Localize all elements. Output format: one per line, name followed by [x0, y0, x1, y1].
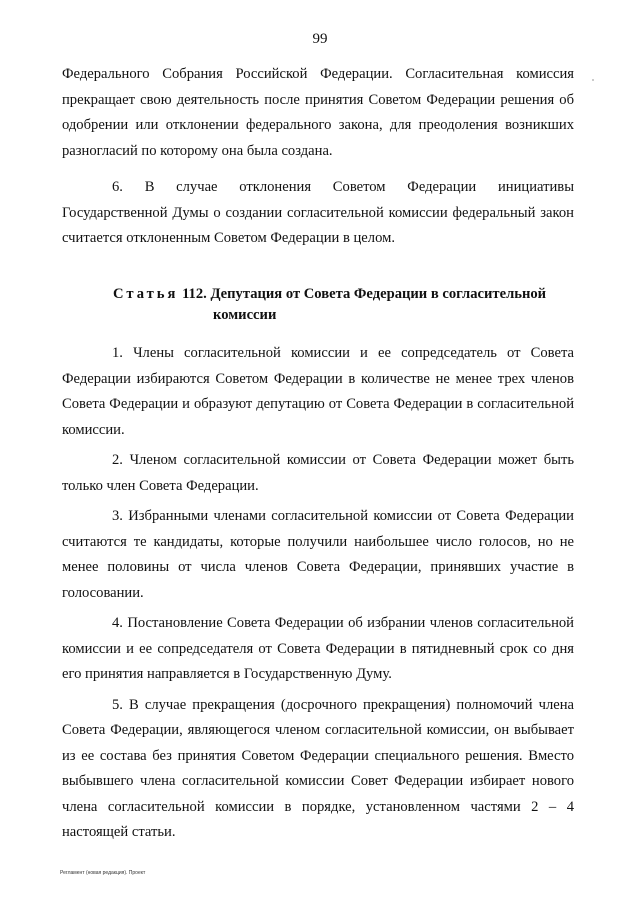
paragraph-6-block: [62, 175, 574, 252]
article-heading-line1: [113, 284, 583, 305]
article-clauses: [62, 341, 574, 851]
clause-4: 4. Постановление Совета Федерации об избрании членов согласительной комиссии и ее сопредседателя от Совета Федерации в пятидневный срок со дня его принятия направляется в Государственную Думу.: [62, 615, 574, 682]
article-word: Статья: [113, 286, 179, 302]
document-footer: Регламент (новая редакция). Проект: [60, 870, 146, 876]
article-title-line2: комиссии: [213, 307, 277, 323]
clause-2: 2. Членом согласительной комиссии от Совета Федерации может быть только член Совета Федерации.: [62, 452, 574, 494]
scan-speck: [592, 79, 594, 81]
paragraph-6: 6. В случае отклонения Советом Федерации инициативы Государственной Думы о создании согласительной комиссии федеральный закон считается отклоненным Советом Федерации в целом.: [62, 179, 574, 246]
clause-3: 3. Избранными членами согласительной комиссии от Совета Федерации считаются те кандидаты, которые получили наибольшее число голосов, но не менее половины от числа членов Совета Федерации, принявших участие в голосовании.: [62, 508, 574, 601]
clause-5: 5. В случае прекращения (досрочного прекращения) полномочий члена Совета Федерации, являющегося членом согласительной комиссии, он выбывает из ее состава без принятия Советом Федерации специального решения. Вместо выбывшего члена согласительной комиссии Совет Федерации избирает нового члена согласительной комиссии в порядке, установленном частями 2 – 4 настоящей статьи.: [62, 696, 574, 840]
article-heading: [113, 284, 583, 326]
article-title-line1: 112. Депутация от Совета Федерации в согласительной: [182, 286, 547, 302]
clause-1: 1. Члены согласительной комиссии и ее сопредседатель от Совета Федерации избираются Советом Федерации в количестве не менее трех членов Совета Федерации и образуют депутацию от Совета Федерации в согласительной комиссии.: [62, 345, 574, 438]
page-number: 99: [312, 31, 328, 47]
continuation-paragraph: Федерального Собрания Российской Федерации. Согласительная комиссия прекращает свою деятельность после принятия Советом Федерации решения об одобрении или отклонении федерального закона, для преодоления возникших разногласий по которому она была создана.: [62, 66, 574, 159]
continuation-paragraph-block: [62, 62, 574, 164]
